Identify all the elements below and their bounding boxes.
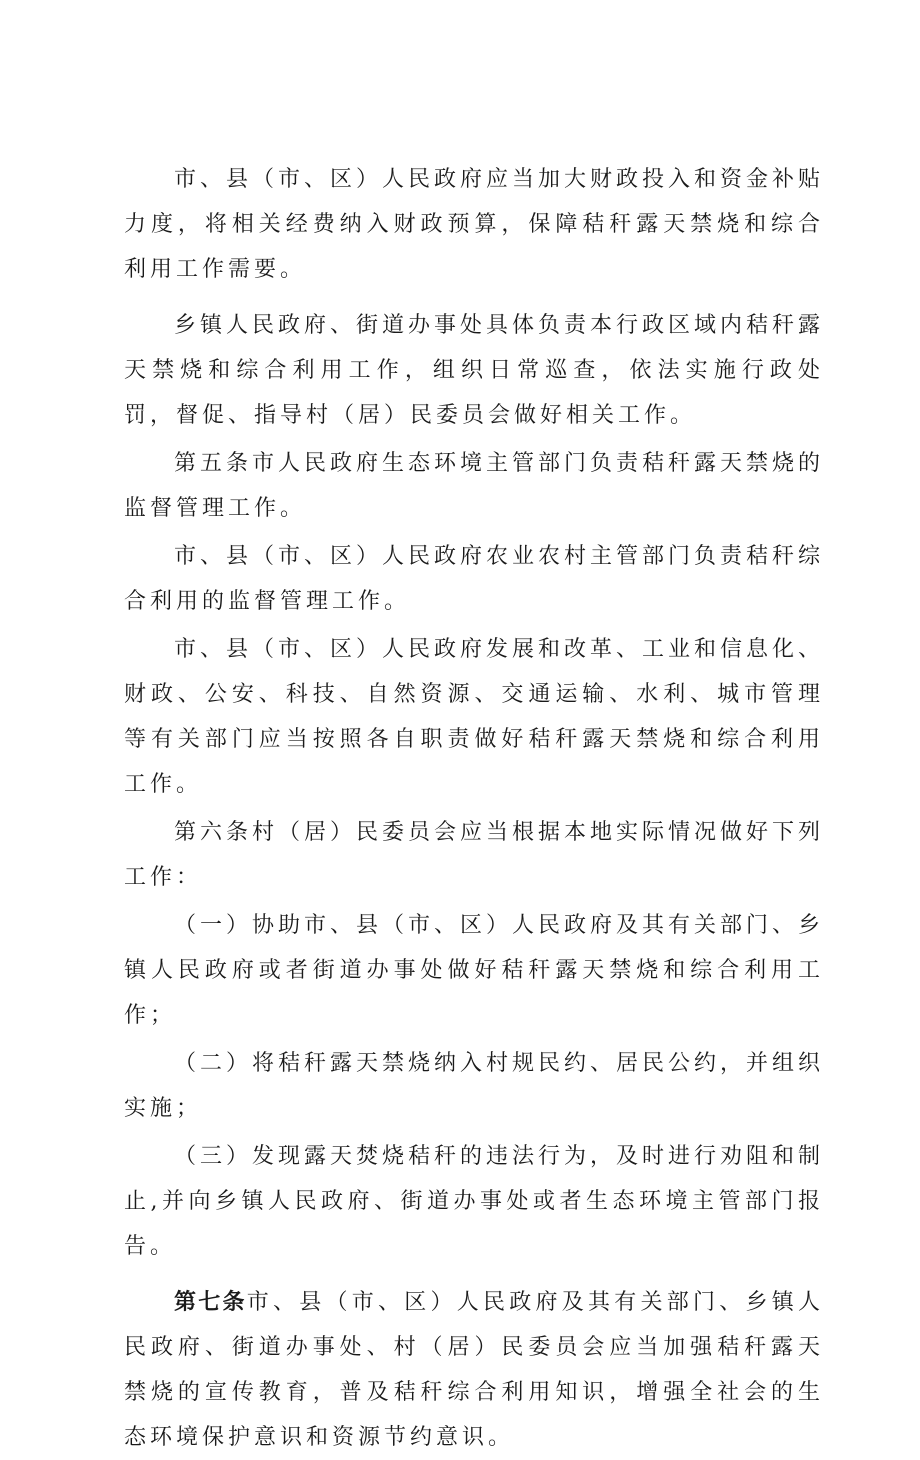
paragraph-township-duty [124,303,824,438]
paragraph-text: 第六条村（居）民委员会应当根据本地实际情况做好下列工作： [124,820,825,890]
paragraph-text: 市、县（市、区）人民政府农业农村主管部门负责秸秆综合利用的监督管理工作。 [124,544,825,614]
paragraph-text: 市、县（市、区）人民政府应当加大财政投入和资金补贴力度，将相关经费纳入财政预算，保障秸秆露天禁烧和综合利用工作需要。 [124,167,825,282]
paragraph-agriculture-dept [124,534,824,624]
document-body [124,157,824,1460]
paragraph-text: 乡镇人民政府、街道办事处具体负责本行政区域内秸秆露天禁烧和综合利用工作，组织日常巡查，依法实施行政处罚，督促、指导村（居）民委员会做好相关工作。 [124,313,825,428]
paragraph-article-6 [124,810,824,900]
article-number: 第七条 [174,1289,247,1315]
paragraph-article-5 [124,441,824,531]
paragraph-text: 市、县（市、区）人民政府发展和改革、工业和信息化、财政、公安、科技、自然资源、交通运输、水利、城市管理等有关部门应当按照各自职责做好秸秆露天禁烧和综合利用工作。 [124,637,825,797]
paragraph-item-3 [124,1134,824,1269]
paragraph-item-1 [124,903,824,1038]
paragraph-text: 市、县（市、区）人民政府及其有关部门、乡镇人民政府、街道办事处、村（居）民委员会应当加强秸秆露天禁烧的宣传教育，普及秸秆综合利用知识，增强全社会的生态环境保护意识和资源节约意识。 [124,1290,824,1450]
paragraph-item-2 [124,1041,824,1131]
paragraph-related-depts [124,627,824,807]
paragraph-funding [124,157,824,292]
paragraph-text: （一）协助市、县（市、区）人民政府及其有关部门、乡镇人民政府或者街道办事处做好秸秆露天禁烧和综合利用工作； [124,913,825,1028]
paragraph-text: （二）将秸秆露天禁烧纳入村规民约、居民公约，并组织实施； [124,1051,825,1121]
paragraph-text: 第五条市人民政府生态环境主管部门负责秸秆露天禁烧的监督管理工作。 [124,451,825,521]
paragraph-text: （三）发现露天焚烧秸秆的违法行为，及时进行劝阻和制止,并向乡镇人民政府、街道办事处或者生态环境主管部门报告。 [124,1144,825,1259]
paragraph-article-7 [124,1280,824,1460]
